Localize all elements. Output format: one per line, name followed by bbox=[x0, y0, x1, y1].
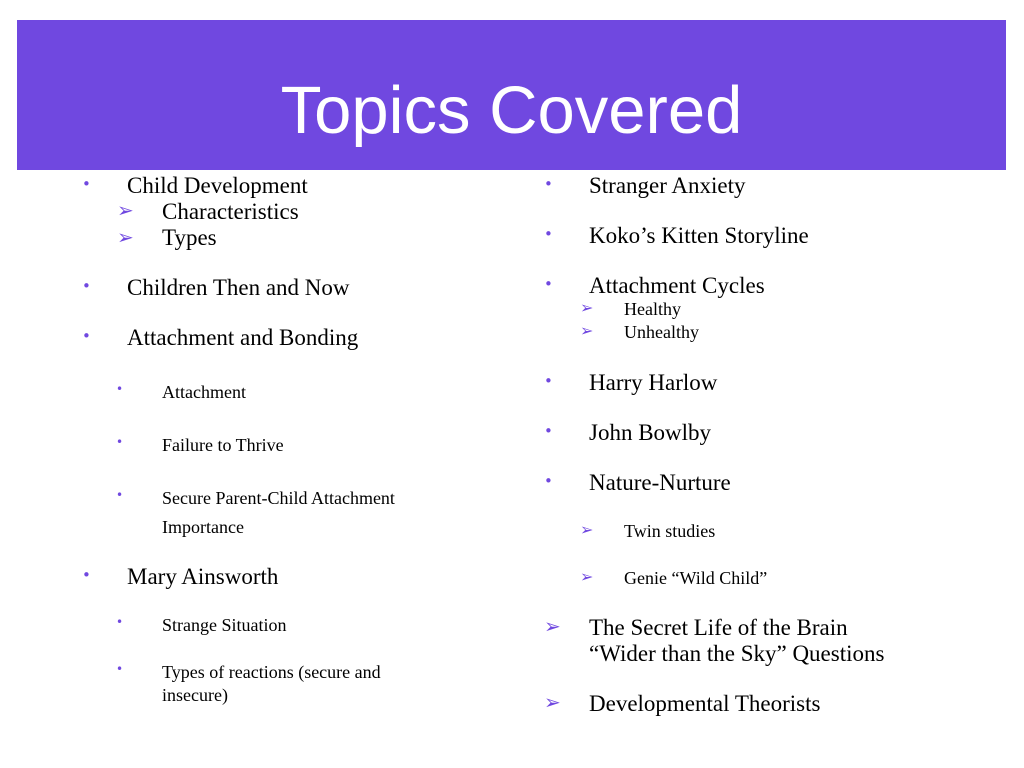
item-label: Twin studies bbox=[624, 521, 716, 541]
bullet-arrow-icon: ➢ bbox=[544, 690, 561, 714]
bullet-dot-icon: • bbox=[544, 175, 553, 193]
item-label-line1: Secure Parent-Child Attachment bbox=[162, 488, 395, 508]
bullet-dot-icon: • bbox=[544, 372, 553, 390]
bullet-dot-icon: • bbox=[116, 382, 124, 396]
bullet-arrow-icon: ➢ bbox=[580, 520, 594, 539]
item-label: Developmental Theorists bbox=[589, 691, 821, 716]
bullet-dot-icon: • bbox=[82, 327, 91, 345]
bullet-arrow-icon: ➢ bbox=[117, 225, 134, 249]
item-label: Strange Situation bbox=[162, 615, 287, 635]
bullet-arrow-icon: ➢ bbox=[544, 614, 561, 638]
item-label: Harry Harlow bbox=[589, 370, 718, 395]
bullet-dot-icon: • bbox=[116, 435, 124, 449]
item-label-line2: Importance bbox=[162, 517, 244, 537]
bullet-dot-icon: • bbox=[82, 277, 91, 295]
item-label: Stranger Anxiety bbox=[589, 173, 746, 198]
bullet-dot-icon: • bbox=[116, 615, 124, 629]
item-label-line1: Types of reactions (secure and bbox=[162, 662, 381, 682]
item-label: Attachment Cycles bbox=[589, 273, 765, 298]
item-label: Attachment bbox=[162, 382, 246, 402]
bullet-dot-icon: • bbox=[82, 175, 91, 193]
item-label: Koko’s Kitten Storyline bbox=[589, 223, 809, 248]
item-label-line2: “Wider than the Sky” Questions bbox=[589, 641, 885, 666]
bullet-dot-icon: • bbox=[544, 275, 553, 293]
item-label: Healthy bbox=[624, 299, 681, 319]
bullet-arrow-icon: ➢ bbox=[580, 567, 594, 586]
bullet-dot-icon: • bbox=[82, 566, 91, 584]
item-label: Attachment and Bonding bbox=[127, 325, 359, 350]
bullet-arrow-icon: ➢ bbox=[580, 321, 594, 340]
item-label: Children Then and Now bbox=[127, 275, 350, 300]
item-label: Genie “Wild Child” bbox=[624, 568, 768, 588]
bullet-dot-icon: • bbox=[544, 422, 553, 440]
item-label: Nature-Nurture bbox=[589, 470, 731, 495]
title-bar bbox=[17, 20, 1006, 170]
item-label: Characteristics bbox=[162, 199, 299, 224]
slide-title: Topics Covered bbox=[280, 73, 743, 148]
item-label-line2: insecure) bbox=[162, 685, 228, 705]
bullet-arrow-icon: ➢ bbox=[117, 198, 134, 222]
item-label-line1: The Secret Life of the Brain bbox=[589, 615, 848, 640]
item-label: John Bowlby bbox=[589, 420, 712, 445]
bullet-dot-icon: • bbox=[116, 662, 124, 676]
item-label: Failure to Thrive bbox=[162, 435, 284, 455]
bullet-dot-icon: • bbox=[544, 472, 553, 490]
item-label: Types bbox=[162, 225, 217, 250]
bullet-dot-icon: • bbox=[116, 488, 124, 502]
item-label: Unhealthy bbox=[624, 322, 699, 342]
bullet-arrow-icon: ➢ bbox=[580, 298, 594, 317]
item-label: Mary Ainsworth bbox=[127, 564, 279, 589]
bullet-dot-icon: • bbox=[544, 225, 553, 243]
item-label: Child Development bbox=[127, 173, 308, 198]
